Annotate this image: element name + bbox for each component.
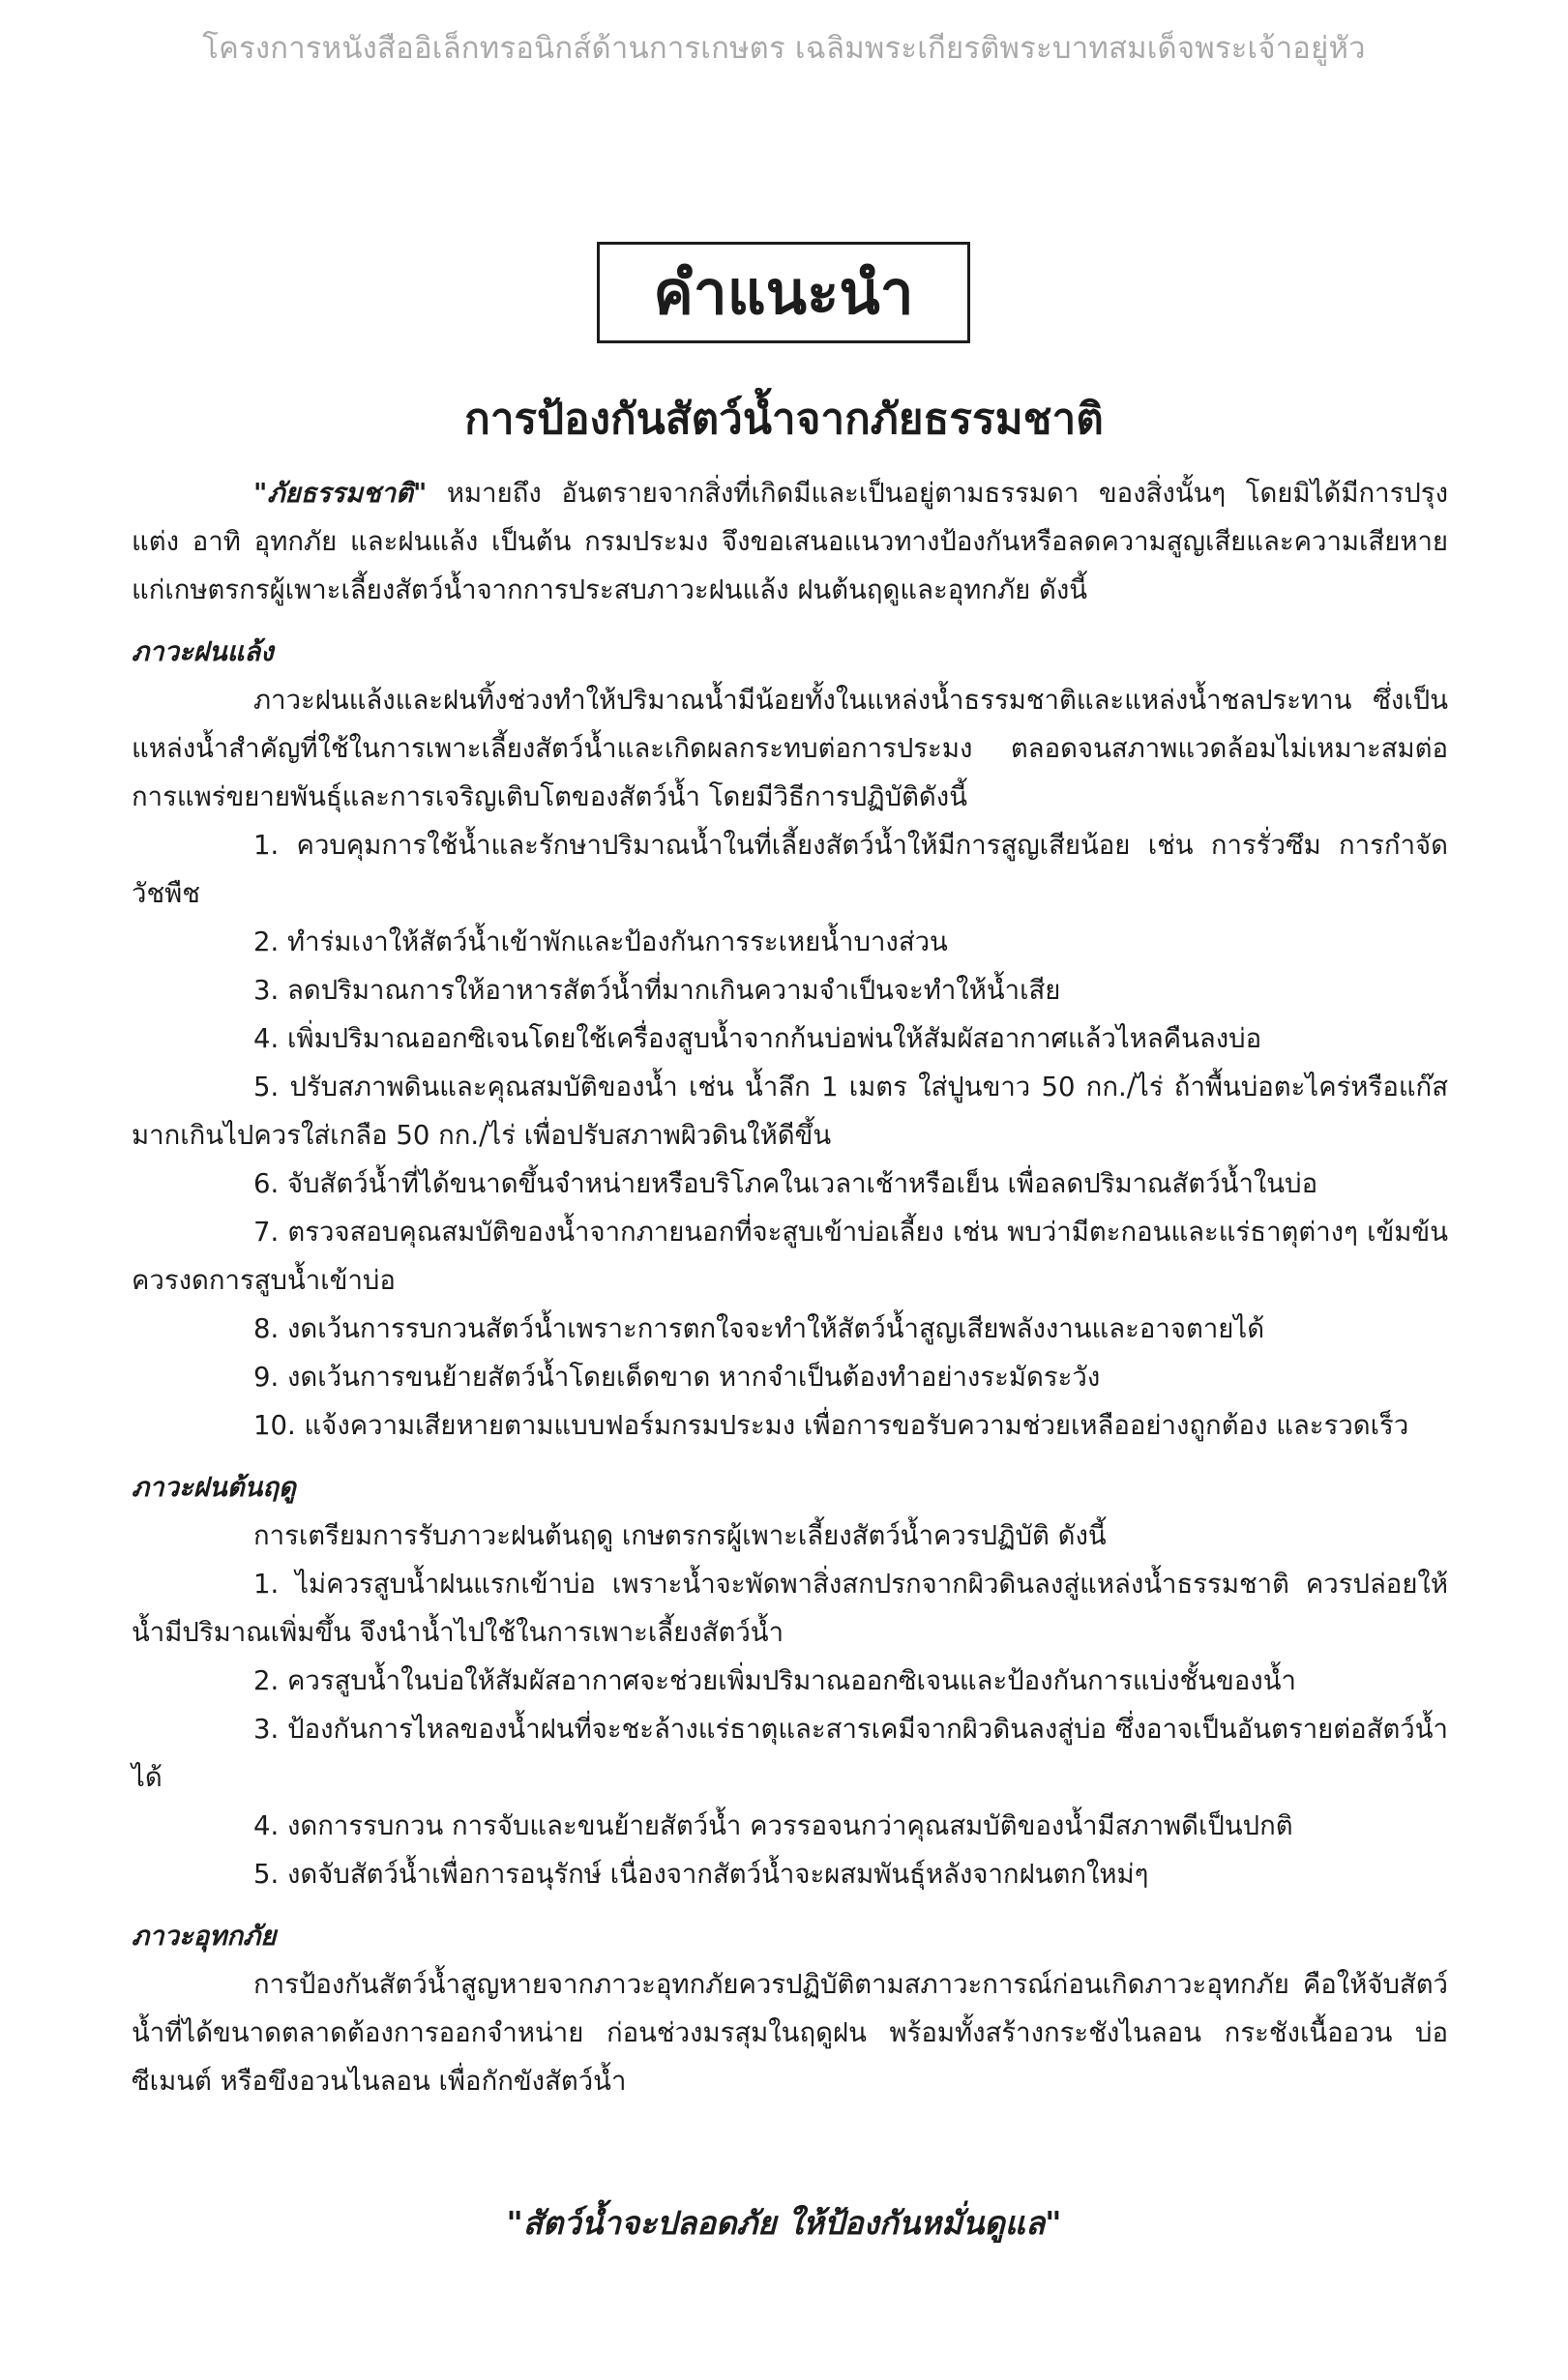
section-heading-flood: ภาวะอุทกภัย xyxy=(132,1921,277,1952)
drought-item: 9. งดเว้นการขนย้ายสัตว์น้ำโดยเด็ดขาด หากจำเป็นต้องทำอย่างระมัดระวัง xyxy=(253,1362,1101,1393)
intro-term: "ภัยธรรมชาติ" xyxy=(253,478,428,509)
drought-item: 10. แจ้งความเสียหายตามแบบฟอร์มกรมประมง เพื่อการขอรับความช่วยเหลืออย่างถูกต้อง และรวดเร็ว xyxy=(253,1410,1409,1441)
header-banner: โครงการหนังสืออิเล็กทรอนิกส์ด้านการเกษตร เฉลิมพระเกียรติพระบาทสมเด็จพระเจ้าอยู่หัว xyxy=(202,31,1366,66)
intro-text: หมายถึง อันตรายจากสิ่งที่เกิดมีและเป็นอยู่ตามธรรมดา ของสิ่งนั้นๆ โดยมิได้มีการปรุงแต่ง อาทิ อุทกภัย และฝนแล้ง เป็นต้น กรมประมง จึงขอเสนอแนวทางป้องกันหรือลดความสูญเสียและความเสียหายแก่เกษตรกรผู้เพาะเลี้ยงสัตว์น้ำจากการประสบภาวะฝนแล้ง ฝนต้นฤดูและอุทกภัย ดังนี้ xyxy=(132,478,1448,605)
early-rain-item: 4. งดการรบกวน การจับและขนย้ายสัตว์น้ำ ควรรอจนกว่าคุณสมบัติของน้ำมีสภาพดีเป็นปกติ xyxy=(253,1810,1293,1841)
drought-item: 8. งดเว้นการรบกวนสัตว์น้ำเพราะการตกใจจะทำให้สัตว์น้ำสูญเสียพลังงานและอาจตายได้ xyxy=(253,1313,1265,1344)
drought-item: 3. ลดปริมาณการให้อาหารสัตว์น้ำที่มากเกินความจำเป็นจะทำให้น้ำเสีย xyxy=(253,975,1061,1006)
section-heading-early-rain: ภาวะฝนต้นฤดู xyxy=(132,1472,296,1503)
early-rain-item: 5. งดจับสัตว์น้ำเพื่อการอนุรักษ์ เนื่องจากสัตว์น้ำจะผสมพันธุ์หลังจากฝนตกใหม่ๆ xyxy=(253,1859,1149,1890)
page-title: คำแนะนำ xyxy=(597,242,970,343)
early-rain-item: 1. ไม่ควรสูบน้ำฝนแรกเข้าบ่อ เพราะน้ำจะพัดพาสิ่งสกปรกจากผิวดินลงสู่แหล่งน้ำธรรมชาติ ควรปล่อยให้น้ำมีปริมาณเพิ่มขึ้น จึงนำน้ำไปใช้ในการเพาะเลี้ยงสัตว์น้ำ xyxy=(132,1569,1448,1648)
flood-intro: การป้องกันสัตว์น้ำสูญหายจากภาวะอุทกภัยควรปฏิบัติตามสภาวะการณ์ก่อนเกิดภาวะอุทกภัย คือให้จับสัตว์น้ำที่ได้ขนาดตลาดต้องการออกจำหน่าย ก่อนช่วงมรสุมในฤดูฝน พร้อมทั้งสร้างกระชังไนลอน กระชังเนื้ออวน บ่อซีเมนต์ หรือขึงอวนไนลอน เพื่อกักขังสัตว์น้ำ xyxy=(132,1969,1448,2097)
drought-item: 6. จับสัตว์น้ำที่ได้ขนาดขึ้นจำหน่ายหรือบริโภคในเวลาเช้าหรือเย็น เพื่อลดปริมาณสัตว์น้ำในบ่อ xyxy=(253,1168,1318,1199)
drought-item: 4. เพิ่มปริมาณออกซิเจนโดยใช้เครื่องสูบน้ำจากก้นบ่อพ่นให้สัมผัสอากาศแล้วไหลคืนลงบ่อ xyxy=(253,1023,1262,1054)
drought-intro: ภาวะฝนแล้งและฝนทิ้งช่วงทำให้ปริมาณน้ำมีน้อยทั้งในแหล่งน้ำธรรมชาติและแหล่งน้ำชลประทาน ซึ่งเป็นแหล่งน้ำสำคัญที่ใช้ในการเพาะเลี้ยงสัตว์น้ำและเกิดผลกระทบต่อการประมง ตลอดจนสภาพแวดล้อมไม่เหมาะสมต่อการแพร่ขยายพันธุ์และการเจริญเติบโตของสัตว์น้ำ โดยมีวิธีการปฏิบัติดังนี้ xyxy=(132,685,1448,812)
drought-item: 7. ตรวจสอบคุณสมบัติของน้ำจากภายนอกที่จะสูบเข้าบ่อเลี้ยง เช่น พบว่ามีตะกอนและแร่ธาตุต่างๆ เข้มข้น ควรงดการสูบน้ำเข้าบ่อ xyxy=(132,1217,1448,1296)
page-subtitle: การป้องกันสัตว์น้ำจากภัยธรรมชาติ xyxy=(464,395,1104,444)
closing-slogan: "สัตว์น้ำจะปลอดภัย ให้ป้องกันหมั่นดูแล" xyxy=(506,2204,1062,2242)
early-rain-item: 3. ป้องกันการไหลของน้ำฝนที่จะชะล้างแร่ธาตุและสารเคมีจากผิวดินลงสู่บ่อ ซึ่งอาจเป็นอันตรายต่อสัตว์น้ำได้ xyxy=(132,1714,1448,1793)
intro-paragraph xyxy=(132,469,1448,614)
early-rain-item: 2. ควรสูบน้ำในบ่อให้สัมผัสอากาศจะช่วยเพิ่มปริมาณออกซิเจนและป้องกันการแบ่งชั้นของน้ำ xyxy=(253,1665,1296,1696)
drought-item: 5. ปรับสภาพดินและคุณสมบัติของน้ำ เช่น น้ำลึก 1 เมตร ใส่ปูนขาว 50 กก./ไร่ ถ้าพื้นบ่อตะไคร่หรือแก๊สมากเกินไปควรใส่เกลือ 50 กก./ไร่ เพื่อปรับสภาพผิวดินให้ดีขึ้น xyxy=(132,1072,1448,1151)
early-rain-intro: การเตรียมการรับภาวะฝนต้นฤดู เกษตรกรผู้เพาะเลี้ยงสัตว์น้ำควรปฏิบัติ ดังนี้ xyxy=(253,1520,1107,1551)
document-body xyxy=(132,469,1448,2105)
drought-item: 1. ควบคุมการใช้น้ำและรักษาปริมาณน้ำในที่เลี้ยงสัตว์น้ำให้มีการสูญเสียน้อย เช่น การรั่วซึม การกำจัดวัชพืช xyxy=(132,830,1448,909)
drought-item: 2. ทำร่มเงาให้สัตว์น้ำเข้าพักและป้องกันการระเหยน้ำบางส่วน xyxy=(253,926,948,957)
section-heading-drought: ภาวะฝนแล้ง xyxy=(132,636,274,667)
